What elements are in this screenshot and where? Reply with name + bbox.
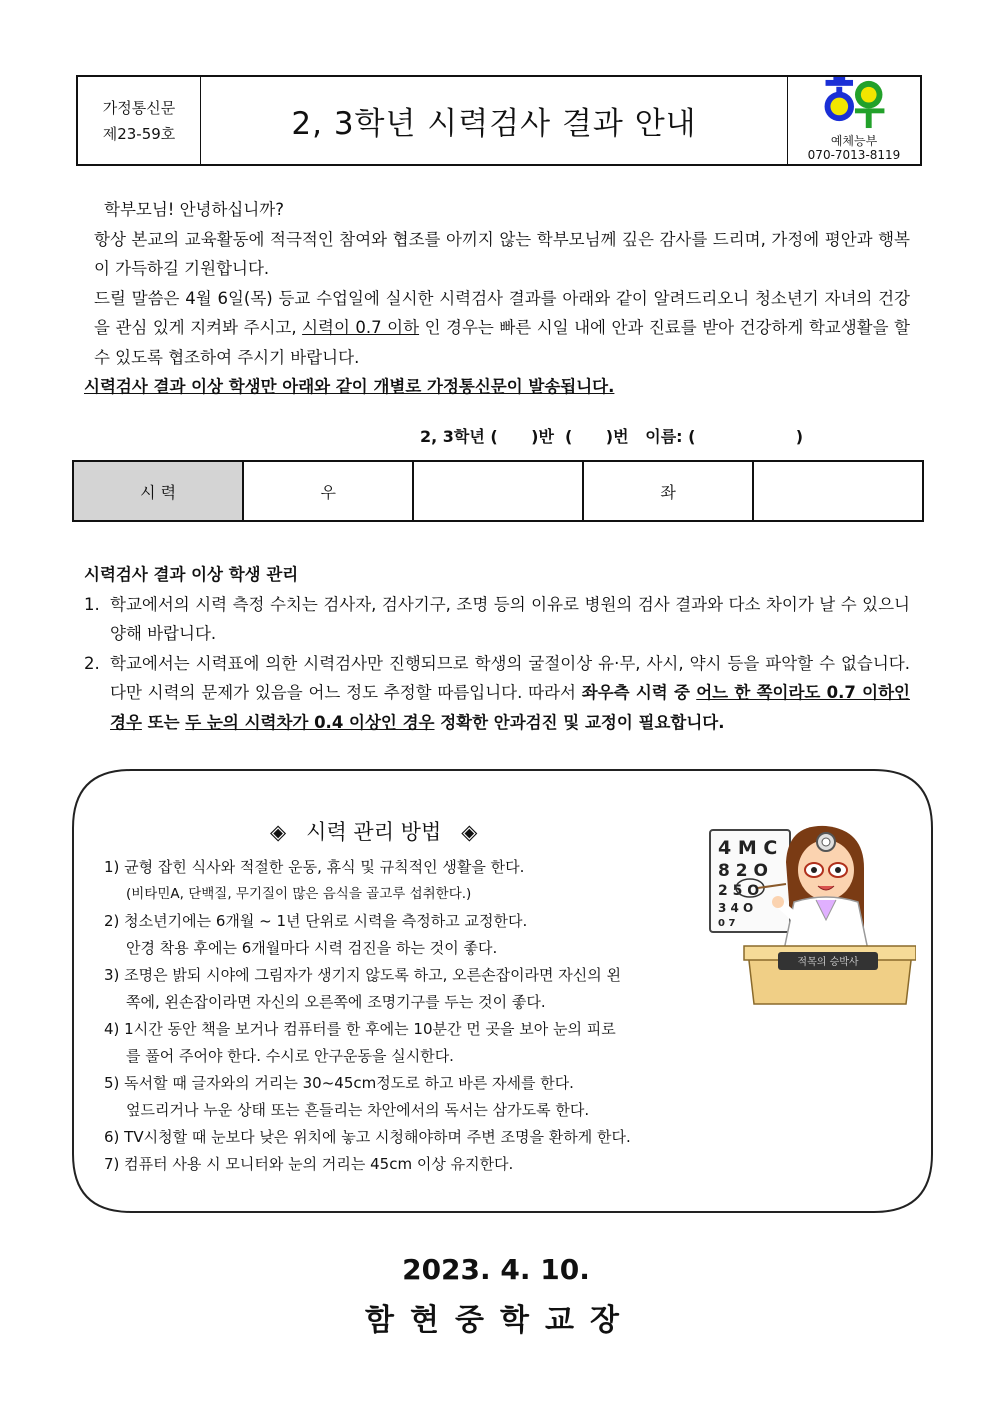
management-item-1 bbox=[84, 590, 910, 649]
intro-paragraph-2 bbox=[84, 284, 910, 373]
dept-phone: 070-7013-8119 bbox=[807, 148, 901, 162]
right-eye-value bbox=[413, 461, 583, 521]
desk-nameplate: 적목의 승박사 bbox=[797, 957, 859, 968]
tip-6: 6) TV시청할 때 눈보다 낮은 위치에 놓고 시청해야하며 주변 조명을 환하게 한다. bbox=[104, 1128, 631, 1146]
item-bold-1: 좌우측 시력 중 bbox=[581, 683, 697, 702]
tip-3: 3) 조명은 밝되 시야에 그림자가 생기지 않도록 하고, 오른손잡이라면 자신의 왼 bbox=[104, 966, 622, 984]
item-bold-2: 또는 bbox=[141, 712, 186, 732]
school-principal: 함현중학교장 bbox=[365, 1303, 635, 1338]
tip-3-sub: 쪽에, 왼손잡이라면 자신의 오른쪽에 조명기구를 두는 것이 좋다. bbox=[126, 993, 546, 1011]
item-bold-3: 정확한 안과검진 및 교정이 필요합니다. bbox=[434, 712, 725, 732]
tip-1-sub: (비타민A, 단백질, 무기질이 많은 음식을 골고루 섭취한다.) bbox=[126, 886, 472, 902]
document-date: 2023. 4. 10. bbox=[402, 1253, 590, 1286]
item-number: 1. bbox=[84, 594, 100, 614]
tip-4: 4) 1시간 동안 책을 보거나 컴퓨터를 한 후에는 10분간 먼 곳을 보아 눈의 피로 bbox=[104, 1020, 616, 1038]
notice-line: 시력검사 결과 이상 학생만 아래와 같이 개별로 가정통신문이 발송됩니다. bbox=[84, 377, 615, 396]
care-tips bbox=[104, 854, 724, 1178]
tip-5: 5) 독서할 때 글자와의 거리는 30~45cm정도로 하고 바른 자세를 한다. bbox=[104, 1074, 574, 1092]
eye-chart-row-5: 0 7 bbox=[718, 918, 736, 929]
intro-p2-text-end: 인 경우는 빠른 시일 내에 안과 진료를 받아 건강하게 학교생활을 할 수 있도록 협조하여 주시기 바랍니다. bbox=[94, 318, 910, 367]
vision-result-table bbox=[72, 460, 924, 522]
item-underline-1: 어느 한 쪽이라도 0.7 이하인 경우 bbox=[110, 683, 910, 732]
tip-7: 7) 컴퓨터 사용 시 모니터와 눈의 거리는 45cm 이상 유지한다. bbox=[104, 1155, 514, 1173]
left-eye-value bbox=[753, 461, 923, 521]
student-info-line: 2, 3학년 ( )반 ( )번 이름: ( ) bbox=[420, 427, 804, 446]
greeting: 학부모님! 안녕하십니까? bbox=[104, 200, 285, 219]
document-header bbox=[76, 75, 922, 166]
dept-info bbox=[787, 77, 920, 164]
intro-section bbox=[84, 195, 910, 402]
tip-2-sub: 안경 착용 후에는 6개월마다 시력 검진을 하는 것이 좋다. bbox=[126, 939, 498, 957]
dept-name: 예체능부 bbox=[830, 134, 878, 148]
eye-chart-row-1: 4 M C bbox=[718, 837, 778, 859]
item-text: 학교에서의 시력 측정 수치는 검사자, 검사기구, 조명 등의 이유로 병원의 검사 결과와 다소 차이가 날 수 있으니 양해 바랍니다. bbox=[110, 594, 910, 643]
left-eye-label: 좌 bbox=[583, 461, 753, 521]
eye-chart-row-2: 8 2 O bbox=[718, 861, 768, 881]
tip-4-sub: 를 풀어 주어야 한다. 수시로 안구운동을 실시한다. bbox=[126, 1047, 454, 1065]
item-underline-2: 두 눈의 시력차가 0.4 이상인 경우 bbox=[185, 712, 435, 732]
care-title: ◈ 시력 관리 방법 ◈ bbox=[270, 820, 478, 844]
vision-label-cell: 시 력 bbox=[73, 461, 243, 521]
doc-type: 가정통신문 bbox=[102, 98, 176, 117]
item-text bbox=[110, 649, 910, 738]
eye-chart-row-3: 2 5 O bbox=[718, 883, 760, 899]
doc-number: 제23-59호 bbox=[102, 124, 176, 143]
vision-threshold-underlined: 시력이 0.7 이하 bbox=[302, 318, 420, 337]
management-section bbox=[84, 560, 910, 737]
school-logo-icon bbox=[819, 77, 889, 130]
intro-p2-text: 드릴 말씀은 4월 6일(목) 등교 수업일에 실시한 시력검사 결과를 아래와 같이 알려드리오니 청소년기 자녀의 건강을 관심 있게 지켜봐 주시고, bbox=[94, 288, 910, 337]
item-number: 2. bbox=[84, 653, 100, 673]
tip-1: 1) 균형 잡힌 식사와 적절한 운동, 휴식 및 규칙적인 생활을 한다. bbox=[104, 858, 525, 876]
item-text-a: 학교에서는 시력표에 의한 시력검사만 진행되므로 학생의 굴절이상 유·무, 사시, 약시 등을 파악할 수 없습니다. 다만 시력의 문제가 있음을 어느 정도 추정할 따름입니다. 따라서 bbox=[110, 653, 910, 702]
tip-5-sub: 엎드리거나 누운 상태 또는 흔들리는 차안에서의 독서는 삼가도록 한다. bbox=[126, 1101, 590, 1119]
management-title: 시력검사 결과 이상 학생 관리 bbox=[84, 565, 299, 584]
page-title: 2, 3학년 시력검사 결과 안내 bbox=[291, 106, 697, 142]
right-eye-label: 우 bbox=[243, 461, 413, 521]
eye-chart-row-4: 3 4 O bbox=[718, 901, 754, 915]
management-item-2 bbox=[84, 649, 910, 738]
doc-info bbox=[78, 77, 201, 164]
intro-paragraph-1: 항상 본교의 교육활동에 적극적인 참여와 협조를 아끼지 않는 학부모님께 깊은 감사를 드리며, 가정에 평안과 행복이 가득하길 기원합니다. bbox=[94, 229, 910, 278]
tip-2: 2) 청소년기에는 6개월 ~ 1년 단위로 시력을 측정하고 교정한다. bbox=[104, 912, 528, 930]
eye-doctor-illustration bbox=[708, 822, 916, 1010]
